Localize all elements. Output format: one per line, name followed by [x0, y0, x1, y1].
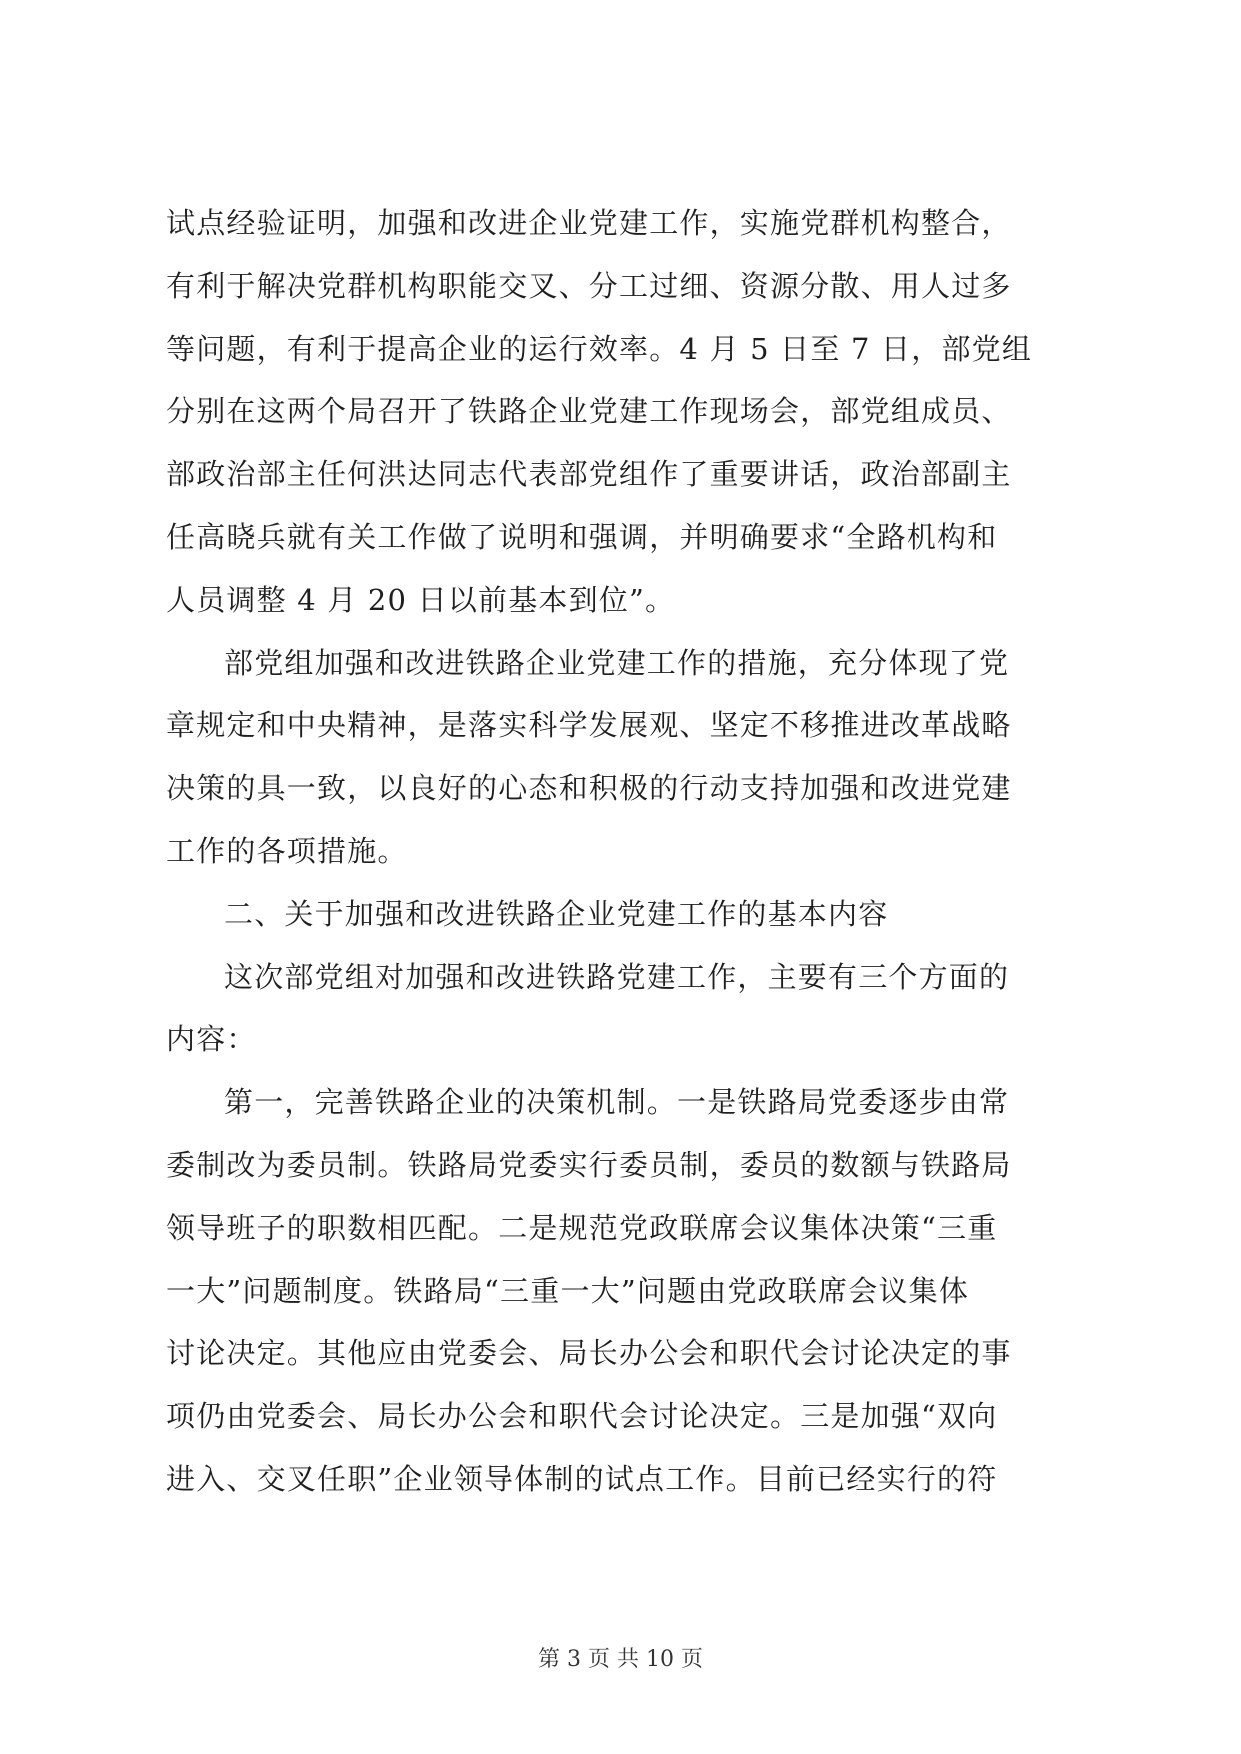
- text-line: 试点经验证明，加强和改进企业党建工作，实施党群机构整合，: [166, 206, 1012, 240]
- text-line: 章规定和中央精神，是落实科学发展观、坚定不移推进改革战略: [166, 708, 1012, 743]
- text-line: 工作的各项措施。: [166, 833, 408, 868]
- text-line: 决策的具一致，以良好的心态和积极的行动支持加强和改进党建: [166, 771, 1012, 806]
- text-line: 部政治部主任何洪达同志代表部党组作了重要讲话，政治部副主: [166, 457, 1012, 492]
- paragraph-first-line: 部党组加强和改进铁路企业党建工作的措施，充分体现了党: [224, 645, 1010, 680]
- text-line: 任高晓兵就有关工作做了说明和强调，并明确要求“全路机构和: [166, 519, 998, 554]
- text-line: 有利于解决党群机构职能交叉、分工过细、资源分散、用人过多: [166, 268, 1012, 303]
- document-body: [166, 192, 1084, 1511]
- text-line: 内容：: [166, 1022, 257, 1057]
- paragraph-first-line: 第一，完善铁路企业的决策机制。一是铁路局党委逐步由常: [224, 1085, 1010, 1120]
- text-line: 领导班子的职数相匹配。二是规范党政联席会议集体决策“三重: [166, 1210, 998, 1245]
- text-line: 等问题，有利于提高企业的运行效率。4 月 5 日至 7 日，部党组: [166, 331, 1033, 366]
- text-line: 一大”问题制度。铁路局“三重一大”问题由党政联席会议集体: [166, 1273, 970, 1308]
- text-line: 委制改为委员制。铁路局党委实行委员制，委员的数额与铁路局: [166, 1147, 1012, 1182]
- page-number-footer: 第 3 页 共 10 页: [538, 1647, 703, 1672]
- text-line: 分别在这两个局召开了铁路企业党建工作现场会，部党组成员、: [166, 394, 1012, 429]
- paragraph-first-line: 这次部党组对加强和改进铁路党建工作，主要有三个方面的: [224, 959, 1010, 994]
- section-heading: 二、关于加强和改进铁路企业党建工作的基本内容: [224, 896, 889, 931]
- text-line: 人员调整 4 月 20 日以前基本到位”。: [166, 582, 676, 617]
- text-line: 讨论决定。其他应由党委会、局长办公会和职代会讨论决定的事: [166, 1336, 1012, 1371]
- text-line: 进入、交叉任职”企业领导体制的试点工作。目前已经实行的符: [166, 1461, 998, 1496]
- text-line: 项仍由党委会、局长办公会和职代会讨论决定。三是加强“双向: [166, 1399, 998, 1434]
